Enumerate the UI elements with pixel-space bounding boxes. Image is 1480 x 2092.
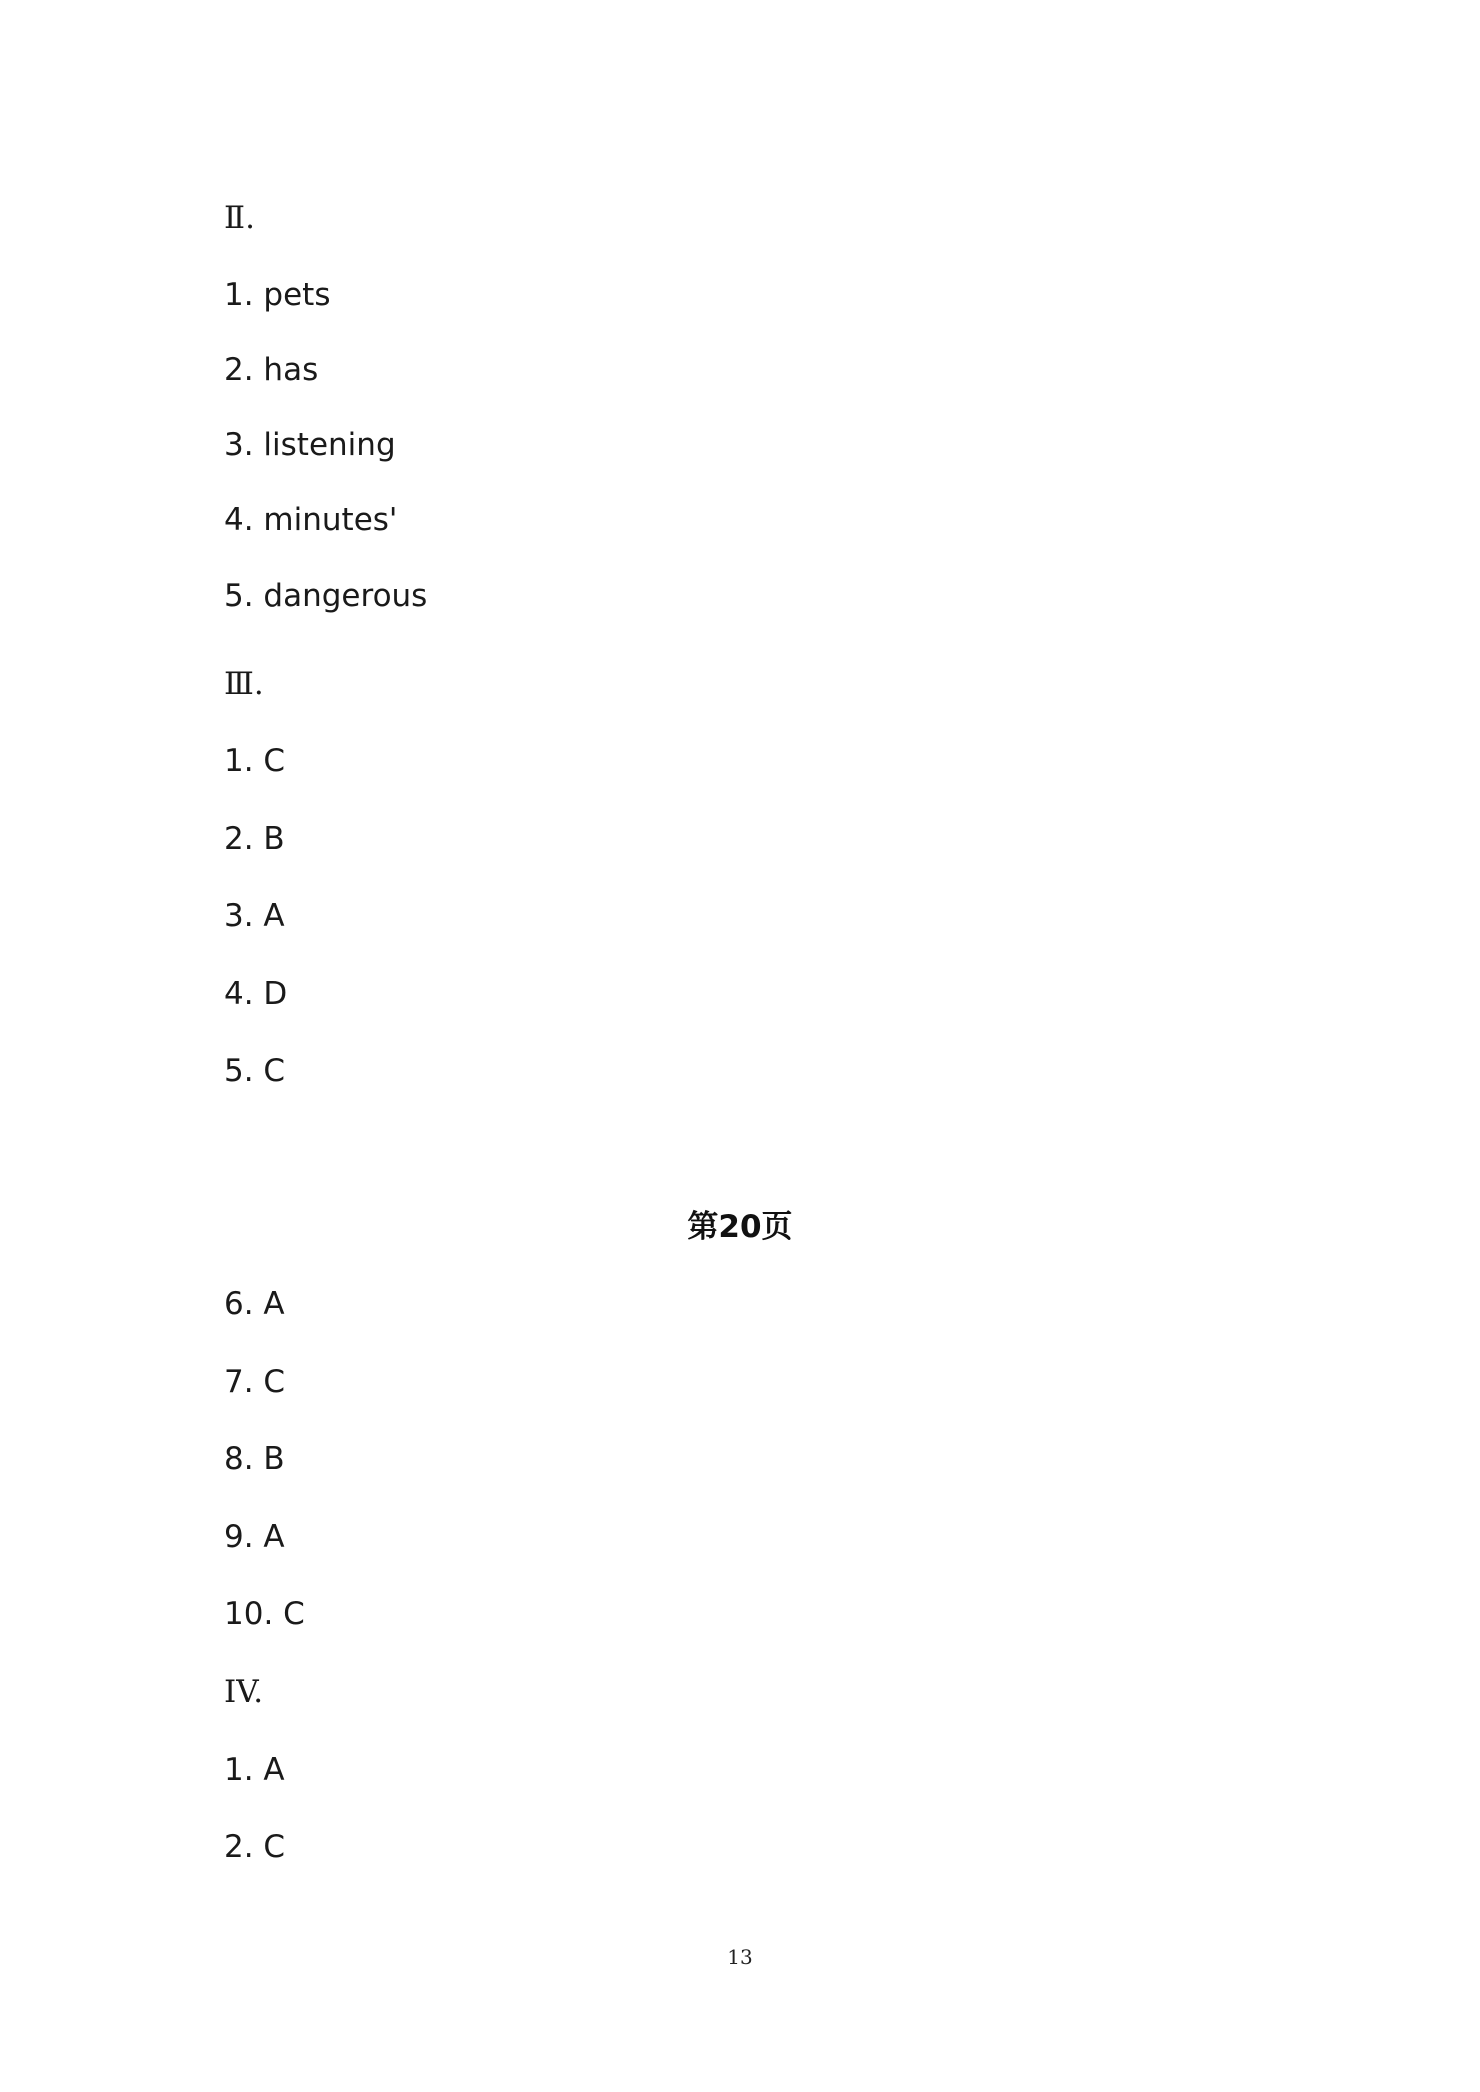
answer-item: 7. C — [224, 1364, 286, 1400]
answer-item: 4. minutes' — [224, 502, 398, 538]
section-heading-ii: Ⅱ. — [224, 200, 255, 236]
answer-item: 1. A — [224, 1752, 285, 1788]
answer-item: 4. D — [224, 976, 288, 1012]
answer-item: 2. C — [224, 1829, 286, 1865]
answer-item: 10. C — [224, 1596, 305, 1632]
answer-item: 1. C — [224, 743, 286, 779]
answer-item: 8. B — [224, 1441, 285, 1477]
section-heading-iii: Ⅲ. — [224, 666, 264, 702]
answer-item: 3. listening — [224, 427, 396, 463]
page-number: 13 — [727, 1945, 753, 1969]
page-marker: 第20页 — [687, 1209, 793, 1245]
answer-item: 3. A — [224, 898, 285, 934]
section-heading-iv: IV. — [224, 1674, 264, 1710]
answer-item: 5. dangerous — [224, 578, 428, 614]
answer-item: 5. C — [224, 1053, 286, 1089]
answer-item: 9. A — [224, 1519, 285, 1555]
answer-item: 6. A — [224, 1286, 285, 1322]
answer-item: 2. B — [224, 821, 285, 857]
answer-item: 2. has — [224, 352, 319, 388]
answer-item: 1. pets — [224, 277, 331, 313]
